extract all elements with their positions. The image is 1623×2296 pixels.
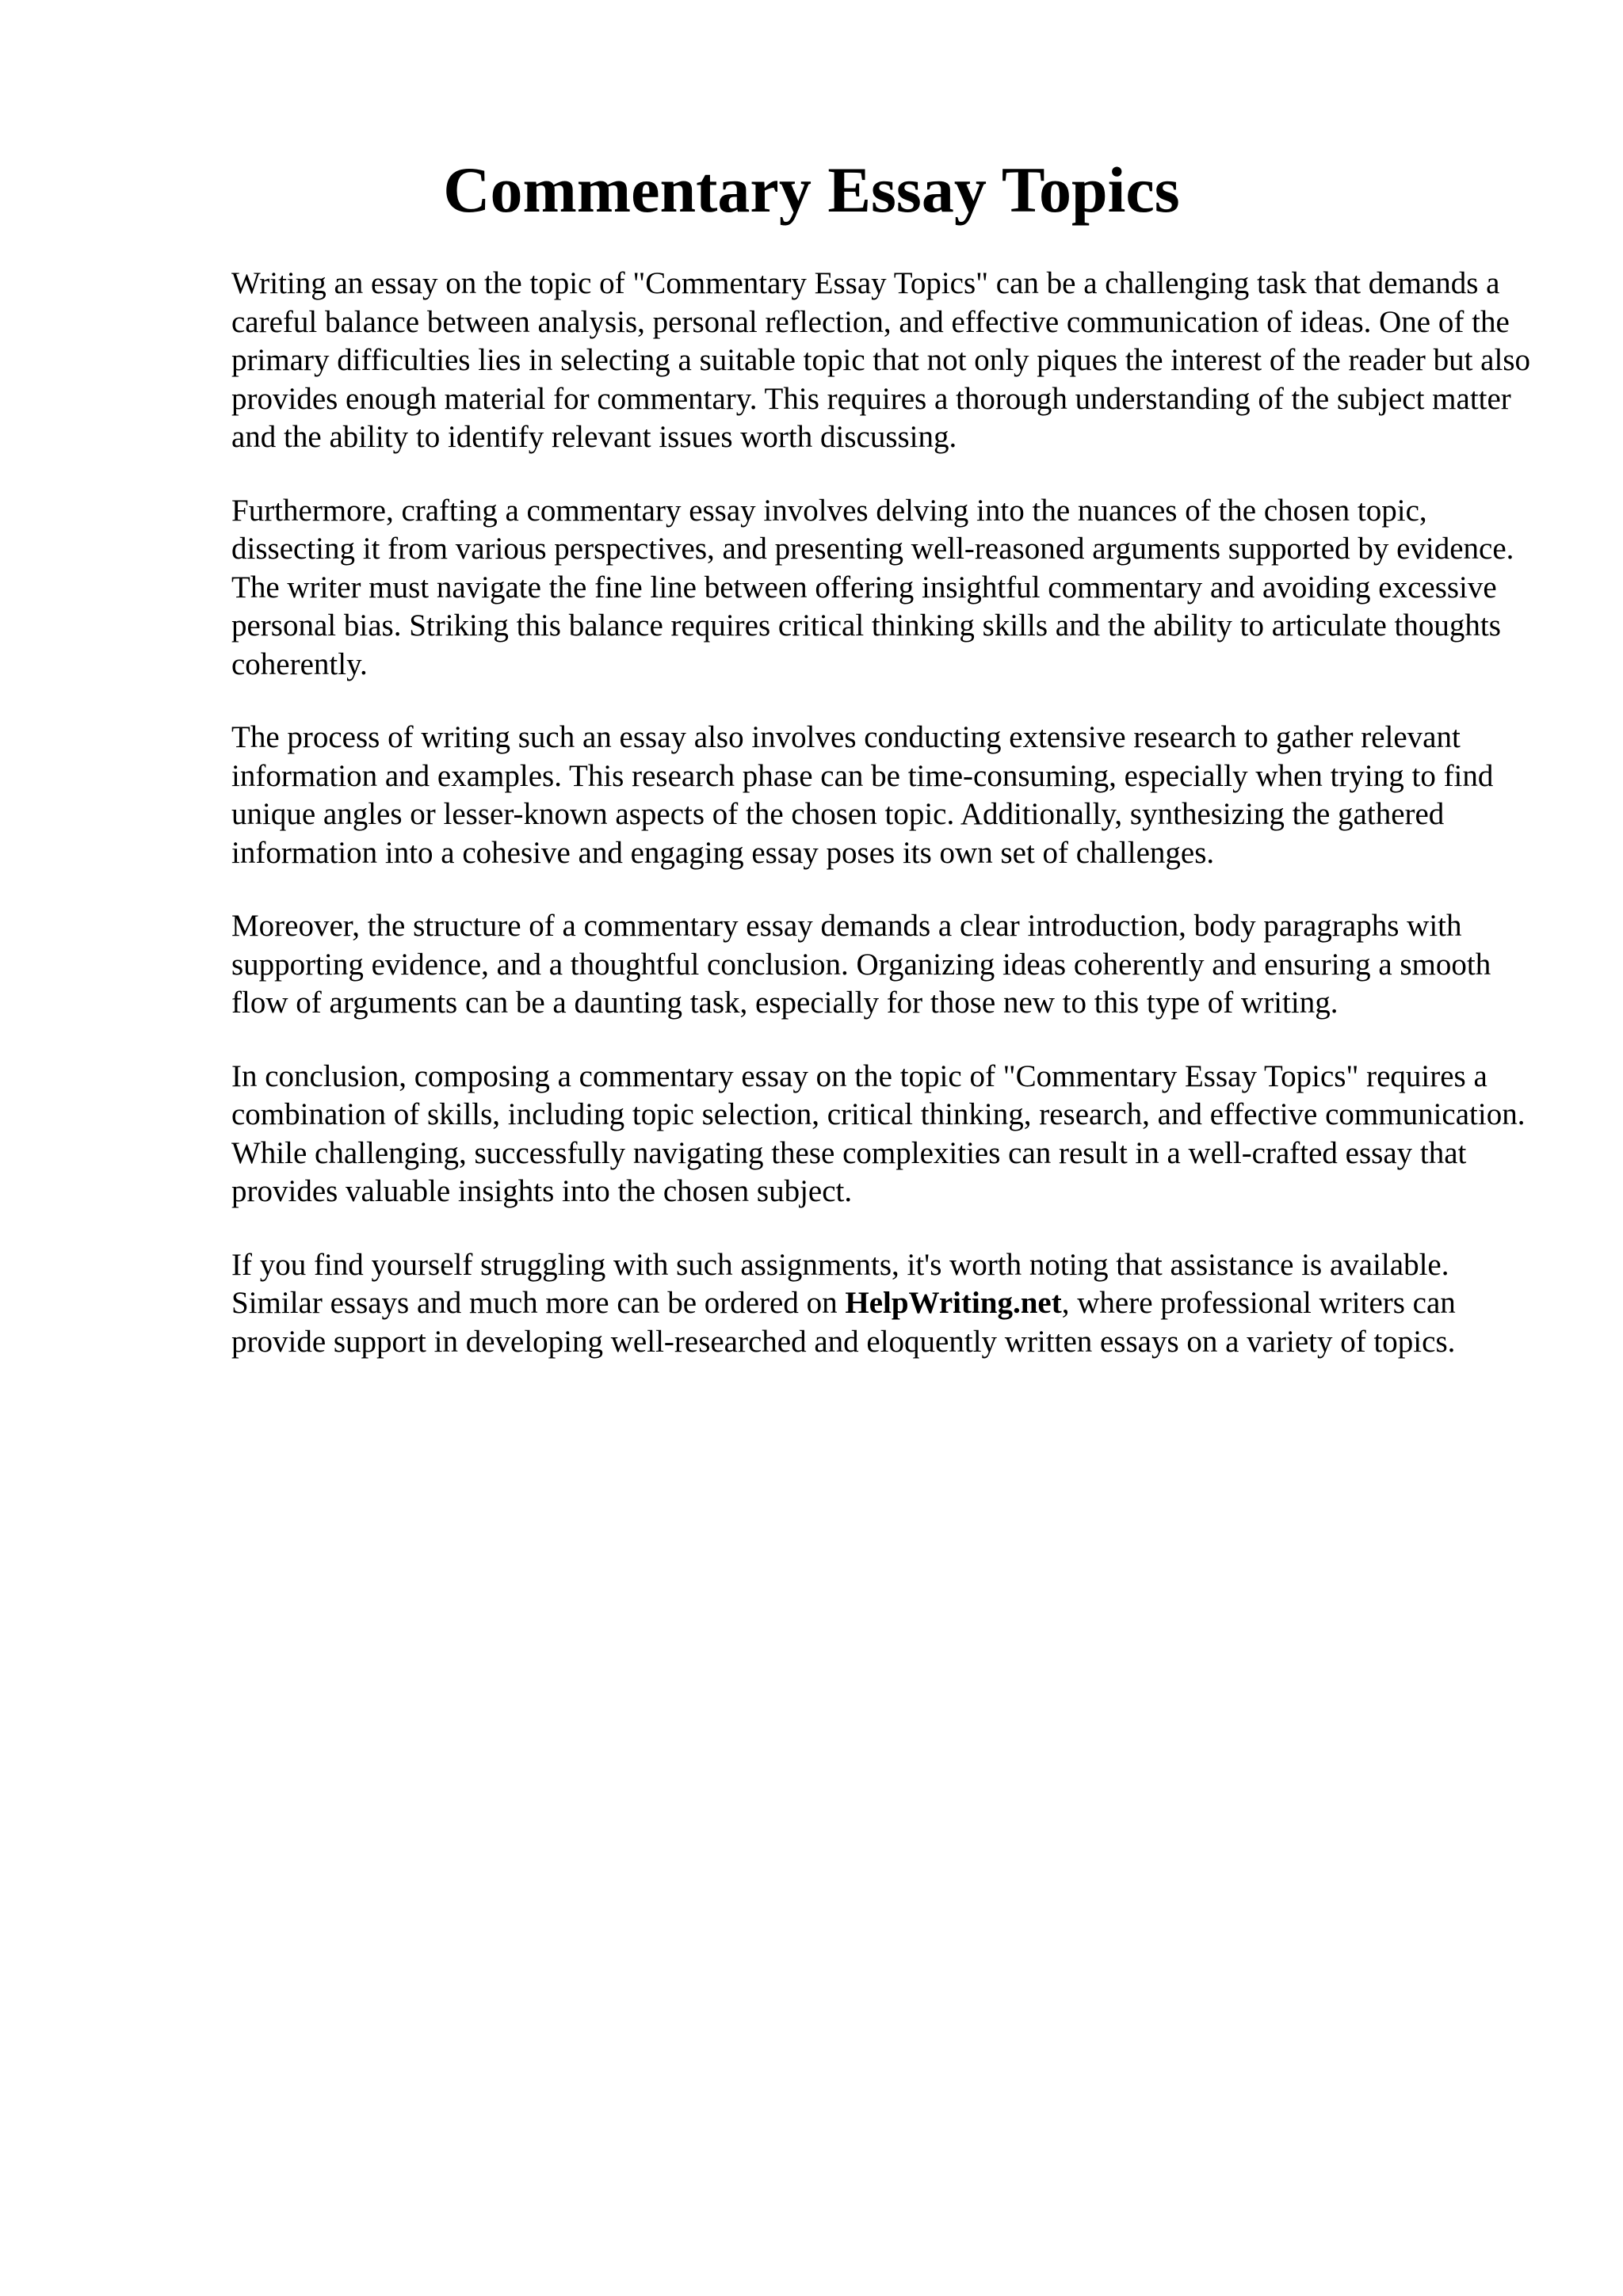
paragraph-2: Furthermore, crafting a commentary essay involves delving into the nuances of the chosen topic, dissecting it from various perspectives, and presenting well-reasoned arguments supported by evidence. The writer must navigate the fine line between offering insightful commentary and avoiding excessive personal bias. Striking this balance requires critical thinking skills and the ability to articulate thoughts coherently. — [231, 493, 1514, 681]
paragraph-6-after: , where professional writers can provide support in developing well-researched and eloquently written essays on a variety of topics. — [231, 1286, 1456, 1359]
paragraph-6 — [231, 1246, 1531, 1362]
essay-body — [231, 265, 1531, 1396]
paragraph-4: Moreover, the structure of a commentary essay demands a clear introduction, body paragraphs with supporting evidence, and a thoughtful conclusion. Organizing ideas coherently and ensuring a smooth flow of arguments can be a daunting task, especially for those new to this type of writing. — [231, 909, 1491, 1020]
helpwriting-brand: HelpWriting.net — [845, 1286, 1062, 1320]
paragraph-6-before: If you find yourself struggling with such assignments, it's worth noting that assistance is available. Similar essays and much more can be ordered on — [231, 1247, 1449, 1320]
paragraph-3: The process of writing such an essay also involves conducting extensive research to gather relevant information and examples. This research phase can be time-consuming, especially when trying to find unique angles or lesser-known aspects of the chosen topic. Additionally, synthesizing the gathered information into a cohesive and engaging essay poses its own set of challenges. — [231, 720, 1494, 870]
paragraph-1: Writing an essay on the topic of "Commentary Essay Topics" can be a challenging task that demands a careful balance between analysis, personal reflection, and effective communication of ideas. One of the primary difficulties lies in selecting a suitable topic that not only piques the interest of the reader but also provides enough material for commentary. This requires a thorough understanding of the subject matter and the ability to identify relevant issues worth discussing. — [231, 266, 1531, 454]
page-title: Commentary Essay Topics — [443, 154, 1180, 226]
paragraph-5: In conclusion, composing a commentary essay on the topic of "Commentary Essay Topics" requires a combination of skills, including topic selection, critical thinking, research, and effective communication. While challenging, successfully navigating these complexities can result in a well-crafted essay that provides valuable insights into the chosen subject. — [231, 1058, 1526, 1208]
